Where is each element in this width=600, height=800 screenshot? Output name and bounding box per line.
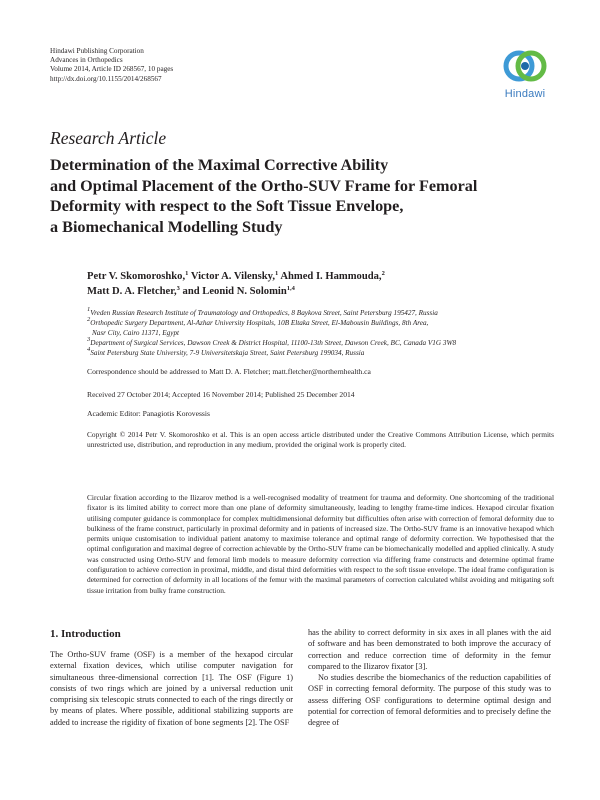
body-paragraph: has the ability to correct deformity in six axes in all planes with the aid of software and has been demonstrated to both improve the accuracy of correction and reduce correction time of deformity in the femur compared to the Ilizarov fixator [3]. xyxy=(308,628,551,671)
title-line: Deformity with respect to the Soft Tissue Envelope, xyxy=(50,197,404,215)
author-line xyxy=(87,269,527,284)
body-column-right xyxy=(308,627,551,729)
publication-info xyxy=(50,47,350,84)
publisher-name: Hindawi Publishing Corporation xyxy=(50,47,144,55)
author-affiliation-mark: 1 xyxy=(275,270,279,277)
author-name: Petr V. Skomoroshko, xyxy=(87,271,186,282)
doi-link[interactable]: http://dx.doi.org/10.1155/2014/268567 xyxy=(50,74,162,83)
body-paragraph: No studies describe the biomechanics of the reduction capabilities of OSF in correcting femoral deformity. The purpose of this study was to assess differing OSF configurations to determine optimal design and potential for correction of femoral deformities and to precisely define the degree of xyxy=(308,673,551,728)
author-affiliation-mark: 1 xyxy=(185,270,189,277)
volume-line: Volume 2014, Article ID 268567, 10 pages xyxy=(50,65,174,74)
section-heading: 1. Introduction xyxy=(50,628,121,640)
author-name: Ahmed I. Hammouda, xyxy=(278,271,382,282)
affiliation-item: $^3$Department of Surgical Services, Dawson Creek & District Hospital, 11100-13th Street, Dawson Creek, BC, Canada V1G 3W8 xyxy=(87,336,457,348)
affiliation-item: $^1$Vreden Russian Research Institute of Traumatology and Orthopedics, 8 Baykova Street, Saint Petersburg 195427, Russia xyxy=(87,306,438,317)
author-list xyxy=(87,269,527,299)
author-line xyxy=(87,284,527,299)
journal-name: Advances in Orthopedics xyxy=(50,56,123,65)
author-name: and Leonid N. Solomin xyxy=(179,286,287,297)
hindawi-logo-text: Hindawi xyxy=(504,88,546,100)
article-title xyxy=(50,155,570,237)
article-type: Research Article xyxy=(50,128,167,148)
author-affiliation-mark: 2 xyxy=(381,270,385,277)
affiliation-item: $^2$Orthopedic Surgery Department, Al-Azhar University Hospitals, 10B Eltaka Street, El-Mabousin Buildings, 8th Area, xyxy=(87,316,429,328)
affiliation-list xyxy=(87,308,547,358)
title-line: a Biomechanical Modelling Study xyxy=(50,217,283,236)
title-line: and Optimal Placement of the Ortho-SUV Frame for Femoral xyxy=(50,176,478,195)
abstract-text: Circular fixation according to the Ilizarov method is a well-recognised modality of treatment for trauma and deformity. One shortcoming of the traditional fixator is its limited ability to correct more than one plane of deformity simultaneously, leading to lengthy frame-time indices. Hexapod circular fixation utilising computer guidance is commonplace for complex multidimensional deformity but difficulties often arise with correction of femoral deformity due to bulkiness of the frame construct, particularly in proximal deformity and in patients of increased size. The Ortho-SUV frame is an innovative hexapod which permits unique customisation to individual patient anatomy to maximise tolerance and optimal range of deformity correction. We hypothesised that the optimal configuration and maximal degree of correction achievable by the Ortho-SUV frame can be biomechanically modelled and applied clinically. A study was constructed using Ortho-SUV and femoral limb models to measure deformity correction via differing frame constructs and determine optimal frame configuration to achieve correction in proximal, middle, and distal third deformities with respect to the soft tissue envelope. The ideal frame configuration is determined for correction of deformity in all locations of the femur with the maximal parameters of correction calculated whilst avoiding and mitigating soft tissue irritation from bulky frame construction. xyxy=(87,493,554,595)
body-column-left xyxy=(50,649,293,728)
affiliation-item: $^4$Saint Petersburg State University, 7-9 Universitetskaja Street, Saint Petersburg 199034, Russia xyxy=(87,346,365,358)
copyright-notice: Copyright © 2014 Petr V. Skomoroshko et al. This is an open access article distributed under the Creative Commons Attribution License, which permits unrestricted use, distribution, and reproduction in any medium, provided the original work is properly cited. xyxy=(87,430,554,450)
author-name: Matt D. A. Fletcher, xyxy=(87,286,177,297)
hindawi-rings-icon xyxy=(497,44,553,88)
academic-editor: Academic Editor: Panagiotis Korovessis xyxy=(87,409,210,418)
author-affiliation-mark: 3 xyxy=(176,285,180,292)
article-dates: Received 27 October 2014; Accepted 16 November 2014; Published 25 December 2014 xyxy=(87,390,355,399)
author-name: Victor A. Vilensky, xyxy=(188,271,276,282)
hindawi-logo xyxy=(497,44,553,106)
correspondence-note: Correspondence should be addressed to Matt D. A. Fletcher; matt.fletcher@northernhealth.ca xyxy=(87,367,371,376)
body-paragraph: The Ortho-SUV frame (OSF) is a member of the hexapod circular external fixation devices, which utilise computer navigation for simultaneous three-dimensional correction [1]. The OSF (Figure 1) consists of two rings which are joined by a universal reduction unit comprising six telescopic struts connected to each of the rings directly or by means of plates. Where possible, additional stabilizing supports are added to increase the rigidity of fixation of bone segments [2]. The OSF xyxy=(50,650,293,727)
affiliation-item: Nasr City, Cairo 11371, Egypt xyxy=(92,329,180,338)
author-affiliation-mark: 1,4 xyxy=(286,285,295,292)
title-line: Determination of the Maximal Corrective Ability xyxy=(50,156,389,174)
